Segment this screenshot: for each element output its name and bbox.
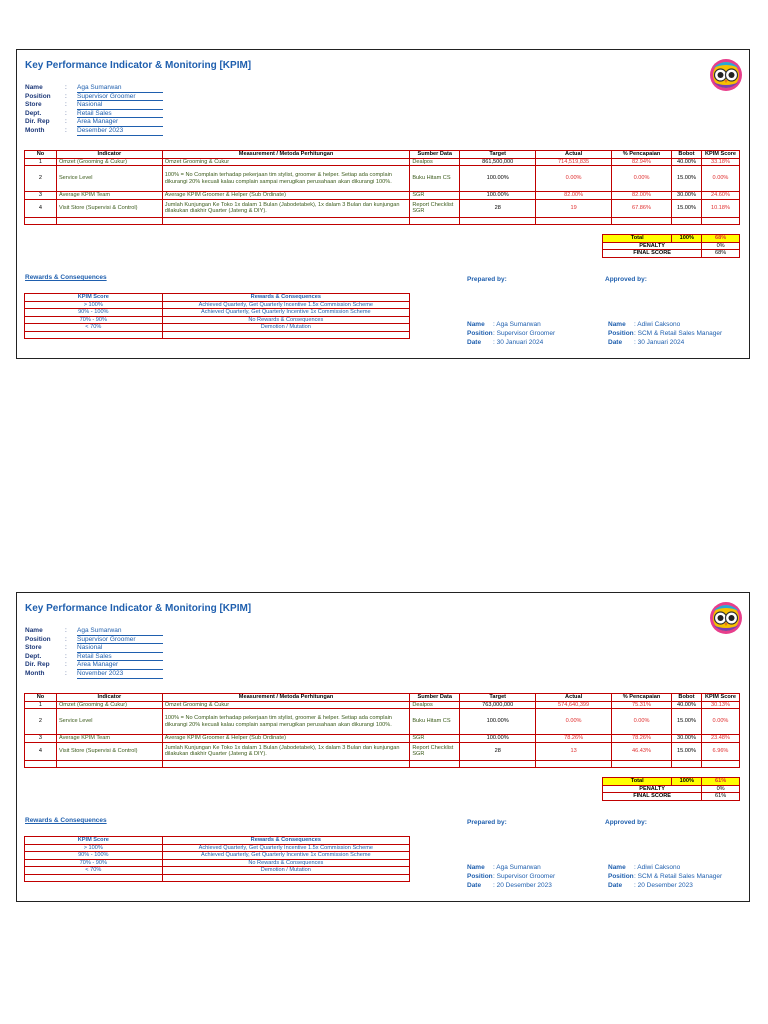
- cell-no: 2: [25, 709, 57, 735]
- table-row: [25, 199, 740, 217]
- cell-no: 1: [25, 701, 57, 709]
- sheet-title: Key Performance Indicator & Monitoring [KPIM]: [25, 60, 252, 71]
- rewards-row: [25, 309, 410, 317]
- cell-pct: 0.00%: [612, 709, 672, 735]
- reward-score: 90% - 100%: [25, 852, 163, 860]
- cell-empty: [410, 217, 460, 224]
- table-row: [25, 158, 740, 166]
- table-row: [25, 701, 740, 709]
- rewards-title: Rewards & Consequences: [25, 274, 107, 281]
- col-header: Rewards & Consequences: [162, 837, 409, 845]
- total-label: Total: [603, 235, 672, 243]
- cell-measurement: Omzet Grooming & Cukur: [162, 158, 410, 166]
- info-colon: :: [65, 101, 67, 109]
- cell-measurement: Omzet Grooming & Cukur: [162, 701, 410, 709]
- rewards-row: [25, 867, 410, 875]
- cell-target: 100.00%: [460, 192, 536, 200]
- cell-no: 4: [25, 742, 57, 760]
- info-row-store: [25, 644, 163, 653]
- table-header-row: [25, 151, 740, 159]
- sig-label: Date: [467, 339, 482, 346]
- col-header: Actual: [536, 694, 612, 702]
- cell-score: 23.48%: [701, 735, 739, 743]
- cell-empty: [536, 760, 612, 767]
- cell-empty: [162, 217, 410, 224]
- info-value: Supervisor Groomer: [77, 93, 163, 102]
- cell-empty: [460, 217, 536, 224]
- rewards-header-row: [25, 294, 410, 302]
- cell-empty: [162, 874, 409, 881]
- sig-label: Name: [467, 864, 485, 871]
- total-score: 68%: [702, 235, 740, 243]
- cell-bobot: 15.00%: [672, 709, 702, 735]
- table-row: [25, 742, 740, 760]
- sig-value: : SCM & Retail Sales Manager: [634, 873, 723, 880]
- penalty-label: PENALTY: [603, 785, 702, 793]
- rewards-row: [25, 844, 410, 852]
- approved-by-label: Approved by:: [605, 276, 647, 283]
- info-key: Name: [25, 627, 43, 634]
- info-row-dept: [25, 110, 163, 119]
- reward-score: < 70%: [25, 867, 163, 875]
- info-value: Aga Sumarwan: [77, 84, 163, 93]
- sig-label: Date: [467, 882, 482, 889]
- cell-empty: [672, 760, 702, 767]
- rewards-header-row: [25, 837, 410, 845]
- info-colon: :: [65, 118, 67, 126]
- final-score-row: [603, 250, 740, 258]
- info-key: Month: [25, 669, 45, 677]
- cell-source: Buku Hitam CS: [410, 166, 460, 192]
- sig-label: Name: [608, 321, 626, 328]
- table-header-row: [25, 694, 740, 702]
- cell-pct: 46.43%: [612, 742, 672, 760]
- cell-target: 861,500,000: [460, 158, 536, 166]
- info-colon: :: [65, 126, 67, 134]
- cell-empty: [25, 760, 57, 767]
- rewards-row: [25, 301, 410, 309]
- rewards-row: [25, 324, 410, 332]
- rewards-row-empty: [25, 874, 410, 881]
- rewards-row: [25, 316, 410, 324]
- cell-empty: [25, 331, 163, 338]
- table-row: [25, 192, 740, 200]
- cell-empty: [701, 760, 739, 767]
- approved-by-label: Approved by:: [605, 819, 647, 826]
- cell-measurement: Average KPIM Groomer & Helper (Sub Ordinate): [162, 192, 410, 200]
- info-colon: :: [65, 644, 67, 652]
- cell-measurement: 100% = No Complain terhadap pekerjaan tim stylist, groomer & helper. Setiap ada complain dikurangi 20% kecuali kalau complain sampai merugikan perusahaan akan dikurangi 100%.: [162, 709, 410, 735]
- cell-indicator: Omzet (Grooming & Cukur): [56, 701, 162, 709]
- total-label: Total: [603, 778, 672, 786]
- cell-empty: [460, 760, 536, 767]
- reward-text: Achieved Quarterly, Get Quarterly Incentive 1.5x Commission Scheme: [162, 301, 409, 309]
- owl-logo-icon: [709, 58, 743, 92]
- col-header: % Pencapaian: [612, 151, 672, 159]
- sig-label: Date: [608, 882, 623, 889]
- table-row: [25, 735, 740, 743]
- prepared-signature: [467, 320, 555, 347]
- owl-logo-icon: [709, 601, 743, 635]
- col-header: Indicator: [56, 694, 162, 702]
- info-row-month: [25, 127, 163, 136]
- total-score: 61%: [702, 778, 740, 786]
- kpim-sheet-december: [16, 49, 750, 359]
- info-value: Nasional: [77, 101, 163, 110]
- cell-indicator: Omzet (Grooming & Cukur): [56, 158, 162, 166]
- cell-indicator: Visit Store (Supervisi & Control): [56, 742, 162, 760]
- penalty-value: 0%: [702, 242, 740, 250]
- cell-source: Buku Hitam CS: [410, 709, 460, 735]
- cell-measurement: Jumlah Kunjungan Ke Toko 1x dalam 1 Bulan (Jabodetabek), 1x dalam 3 Bulan dan kunjungan dilakukan diakhir Quarter (Jateng & DIY).: [162, 199, 410, 217]
- cell-source: Dealpos: [410, 158, 460, 166]
- sig-label: Position: [467, 330, 493, 337]
- penalty-row: [603, 242, 740, 250]
- info-key: Position: [25, 635, 51, 643]
- rewards-row: [25, 859, 410, 867]
- cell-target: 28: [460, 742, 536, 760]
- cell-score: 6.96%: [701, 742, 739, 760]
- penalty-label: PENALTY: [603, 242, 702, 250]
- kpim-sheet-november: [16, 592, 750, 902]
- cell-no: 4: [25, 199, 57, 217]
- info-row-name: [25, 84, 163, 93]
- sig-value: : Aga Sumarwan: [493, 864, 541, 871]
- col-header: Rewards & Consequences: [162, 294, 409, 302]
- cell-source: Report Checklist SGR: [410, 199, 460, 217]
- cell-pct: 0.00%: [612, 166, 672, 192]
- cell-empty: [162, 760, 410, 767]
- sig-value: : 20 Desember 2023: [493, 882, 552, 889]
- col-header: No: [25, 151, 57, 159]
- cell-score: 0.00%: [701, 166, 739, 192]
- kpi-table: [24, 150, 740, 225]
- cell-score: 24.60%: [701, 192, 739, 200]
- info-key: Dir. Rep: [25, 118, 50, 126]
- sig-label: Position: [608, 330, 634, 337]
- col-header: Measurement / Metoda Perhitungan: [162, 151, 410, 159]
- col-header: Measurement / Metoda Perhitungan: [162, 694, 410, 702]
- info-row-dept: [25, 653, 163, 662]
- info-colon: :: [65, 652, 67, 660]
- reward-text: Achieved Quarterly, Get Quarterly Incentive 1x Commission Scheme: [162, 852, 409, 860]
- sig-label: Position: [608, 873, 634, 880]
- final-score-label: FINAL SCORE: [603, 793, 702, 801]
- cell-source: SGR: [410, 192, 460, 200]
- table-row: [25, 709, 740, 735]
- cell-target: 100.00%: [460, 709, 536, 735]
- info-value: Aga Sumarwan: [77, 627, 163, 636]
- reward-text: Achieved Quarterly, Get Quarterly Incentive 1x Commission Scheme: [162, 309, 409, 317]
- cell-target: 763,000,000: [460, 701, 536, 709]
- cell-actual: 19: [536, 199, 612, 217]
- cell-indicator: Service Level: [56, 166, 162, 192]
- reward-score: > 100%: [25, 844, 163, 852]
- kpi-table: [24, 693, 740, 768]
- employee-info: [25, 627, 163, 679]
- cell-pct: 78.26%: [612, 735, 672, 743]
- col-header: KPIM Score: [701, 694, 739, 702]
- cell-bobot: 30.00%: [672, 192, 702, 200]
- reward-score: 70% - 90%: [25, 859, 163, 867]
- rewards-row-empty: [25, 331, 410, 338]
- reward-score: 70% - 90%: [25, 316, 163, 324]
- sig-label: Name: [467, 321, 485, 328]
- info-colon: :: [65, 661, 67, 669]
- cell-indicator: Visit Store (Supervisi & Control): [56, 199, 162, 217]
- info-key: Dept.: [25, 109, 42, 117]
- cell-source: SGR: [410, 735, 460, 743]
- sig-value: : 30 Januari 2024: [634, 339, 685, 346]
- info-key: Dept.: [25, 652, 42, 660]
- info-colon: :: [65, 109, 67, 117]
- sig-value: : Adiwi Caksono: [634, 321, 681, 328]
- info-colon: :: [65, 669, 67, 677]
- cell-actual: 574,640,399: [536, 701, 612, 709]
- info-key: Name: [25, 84, 43, 91]
- cell-no: 1: [25, 158, 57, 166]
- info-colon: :: [65, 92, 67, 100]
- table-row-empty: [25, 760, 740, 767]
- cell-actual: 0.00%: [536, 166, 612, 192]
- cell-empty: [410, 760, 460, 767]
- table-row: [25, 166, 740, 192]
- info-value: Nasional: [77, 644, 163, 653]
- col-header: Indicator: [56, 151, 162, 159]
- cell-source: Dealpos: [410, 701, 460, 709]
- prepared-by-label: Prepared by:: [467, 276, 507, 283]
- cell-empty: [672, 217, 702, 224]
- cell-bobot: 15.00%: [672, 742, 702, 760]
- cell-empty: [56, 217, 162, 224]
- reward-text: Achieved Quarterly, Get Quarterly Incentive 1.5x Commission Scheme: [162, 844, 409, 852]
- summary-table: [602, 777, 740, 801]
- col-header: % Pencapaian: [612, 694, 672, 702]
- cell-target: 28: [460, 199, 536, 217]
- info-row-dir-rep: [25, 118, 163, 127]
- cell-empty: [25, 217, 57, 224]
- info-key: Store: [25, 644, 42, 652]
- info-value: Retail Sales: [77, 110, 163, 119]
- info-colon: :: [65, 635, 67, 643]
- rewards-title: Rewards & Consequences: [25, 817, 107, 824]
- cell-empty: [612, 217, 672, 224]
- info-key: Month: [25, 126, 45, 134]
- col-header: Target: [460, 694, 536, 702]
- total-bobot: 100%: [672, 235, 702, 243]
- sig-value: : SCM & Retail Sales Manager: [634, 330, 723, 337]
- rewards-table: [24, 293, 410, 339]
- cell-indicator: Average KPIM Team: [56, 192, 162, 200]
- cell-empty: [536, 217, 612, 224]
- cell-pct: 75.31%: [612, 701, 672, 709]
- penalty-value: 0%: [702, 785, 740, 793]
- cell-target: 100.00%: [460, 166, 536, 192]
- approved-signature: [608, 863, 722, 890]
- summary-table: [602, 234, 740, 258]
- sig-value: : 20 Desember 2023: [634, 882, 693, 889]
- info-value: November 2023: [77, 670, 163, 679]
- info-row-month: [25, 670, 163, 679]
- prepared-by-label: Prepared by:: [467, 819, 507, 826]
- final-score-value: 68%: [702, 250, 740, 258]
- rewards-table: [24, 836, 410, 882]
- table-row-empty: [25, 217, 740, 224]
- cell-no: 3: [25, 735, 57, 743]
- info-value: Desember 2023: [77, 127, 163, 136]
- cell-actual: 714,519,835: [536, 158, 612, 166]
- info-value: Retail Sales: [77, 653, 163, 662]
- cell-score: 10.18%: [701, 199, 739, 217]
- col-header: Sumber Data: [410, 694, 460, 702]
- cell-no: 2: [25, 166, 57, 192]
- cell-indicator: Average KPIM Team: [56, 735, 162, 743]
- info-key: Position: [25, 92, 51, 100]
- final-score-row: [603, 793, 740, 801]
- cell-pct: 82.94%: [612, 158, 672, 166]
- col-header: Bobot: [672, 694, 702, 702]
- info-value: Area Manager: [77, 661, 163, 670]
- info-value: Area Manager: [77, 118, 163, 127]
- cell-actual: 82.00%: [536, 192, 612, 200]
- cell-empty: [56, 760, 162, 767]
- info-row-dir-rep: [25, 661, 163, 670]
- rewards-row: [25, 852, 410, 860]
- col-header: Bobot: [672, 151, 702, 159]
- info-key: Dir. Rep: [25, 661, 50, 669]
- cell-empty: [612, 760, 672, 767]
- info-row-position: [25, 636, 163, 645]
- cell-score: 33.18%: [701, 158, 739, 166]
- info-value: Supervisor Groomer: [77, 636, 163, 645]
- cell-source: Report Checklist SGR: [410, 742, 460, 760]
- reward-text: Demotion / Mutation: [162, 867, 409, 875]
- total-row: [603, 235, 740, 243]
- cell-no: 3: [25, 192, 57, 200]
- cell-pct: 82.00%: [612, 192, 672, 200]
- info-colon: :: [65, 84, 67, 91]
- cell-measurement: 100% = No Complain terhadap pekerjaan tim stylist, groomer & helper. Setiap ada complain dikurangi 20% kecuali kalau complain sampai merugikan perusahaan akan dikurangi 100%.: [162, 166, 410, 192]
- info-row-position: [25, 93, 163, 102]
- col-header: Target: [460, 151, 536, 159]
- prepared-signature: [467, 863, 555, 890]
- cell-actual: 0.00%: [536, 709, 612, 735]
- cell-measurement: Average KPIM Groomer & Helper (Sub Ordinate): [162, 735, 410, 743]
- sig-label: Position: [467, 873, 493, 880]
- sig-label: Date: [608, 339, 623, 346]
- reward-text: No Rewards & Consequences: [162, 316, 409, 324]
- col-header: KPIM Score: [25, 294, 163, 302]
- total-bobot: 100%: [672, 778, 702, 786]
- info-row-name: [25, 627, 163, 636]
- cell-actual: 13: [536, 742, 612, 760]
- cell-bobot: 40.00%: [672, 158, 702, 166]
- col-header: Actual: [536, 151, 612, 159]
- reward-text: No Rewards & Consequences: [162, 859, 409, 867]
- approved-signature: [608, 320, 722, 347]
- cell-empty: [162, 331, 409, 338]
- col-header: KPIM Score: [701, 151, 739, 159]
- sig-value: : Aga Sumarwan: [493, 321, 541, 328]
- penalty-row: [603, 785, 740, 793]
- cell-bobot: 15.00%: [672, 199, 702, 217]
- reward-score: 90% - 100%: [25, 309, 163, 317]
- info-key: Store: [25, 101, 42, 109]
- total-row: [603, 778, 740, 786]
- sig-value: : Supervisor Groomer: [493, 873, 556, 880]
- cell-target: 100.00%: [460, 735, 536, 743]
- cell-score: 0.00%: [701, 709, 739, 735]
- sig-value: : Adiwi Caksono: [634, 864, 681, 871]
- cell-empty: [701, 217, 739, 224]
- reward-score: < 70%: [25, 324, 163, 332]
- cell-bobot: 30.00%: [672, 735, 702, 743]
- col-header: KPIM Score: [25, 837, 163, 845]
- cell-bobot: 40.00%: [672, 701, 702, 709]
- col-header: No: [25, 694, 57, 702]
- cell-bobot: 15.00%: [672, 166, 702, 192]
- info-row-store: [25, 101, 163, 110]
- sig-value: : Supervisor Groomer: [493, 330, 556, 337]
- cell-score: 30.13%: [701, 701, 739, 709]
- final-score-label: FINAL SCORE: [603, 250, 702, 258]
- employee-info: [25, 84, 163, 136]
- cell-pct: 67.86%: [612, 199, 672, 217]
- sig-value: : 30 Januari 2024: [493, 339, 544, 346]
- cell-actual: 78.26%: [536, 735, 612, 743]
- final-score-value: 61%: [702, 793, 740, 801]
- sheet-title: Key Performance Indicator & Monitoring [KPIM]: [25, 603, 252, 614]
- reward-score: > 100%: [25, 301, 163, 309]
- info-colon: :: [65, 627, 67, 634]
- cell-empty: [25, 874, 163, 881]
- sig-label: Name: [608, 864, 626, 871]
- reward-text: Demotion / Mutation: [162, 324, 409, 332]
- col-header: Sumber Data: [410, 151, 460, 159]
- cell-indicator: Service Level: [56, 709, 162, 735]
- cell-measurement: Jumlah Kunjungan Ke Toko 1x dalam 1 Bulan (Jabodetabek), 1x dalam 3 Bulan dan kunjungan dilakukan diakhir Quarter (Jateng & DIY).: [162, 742, 410, 760]
